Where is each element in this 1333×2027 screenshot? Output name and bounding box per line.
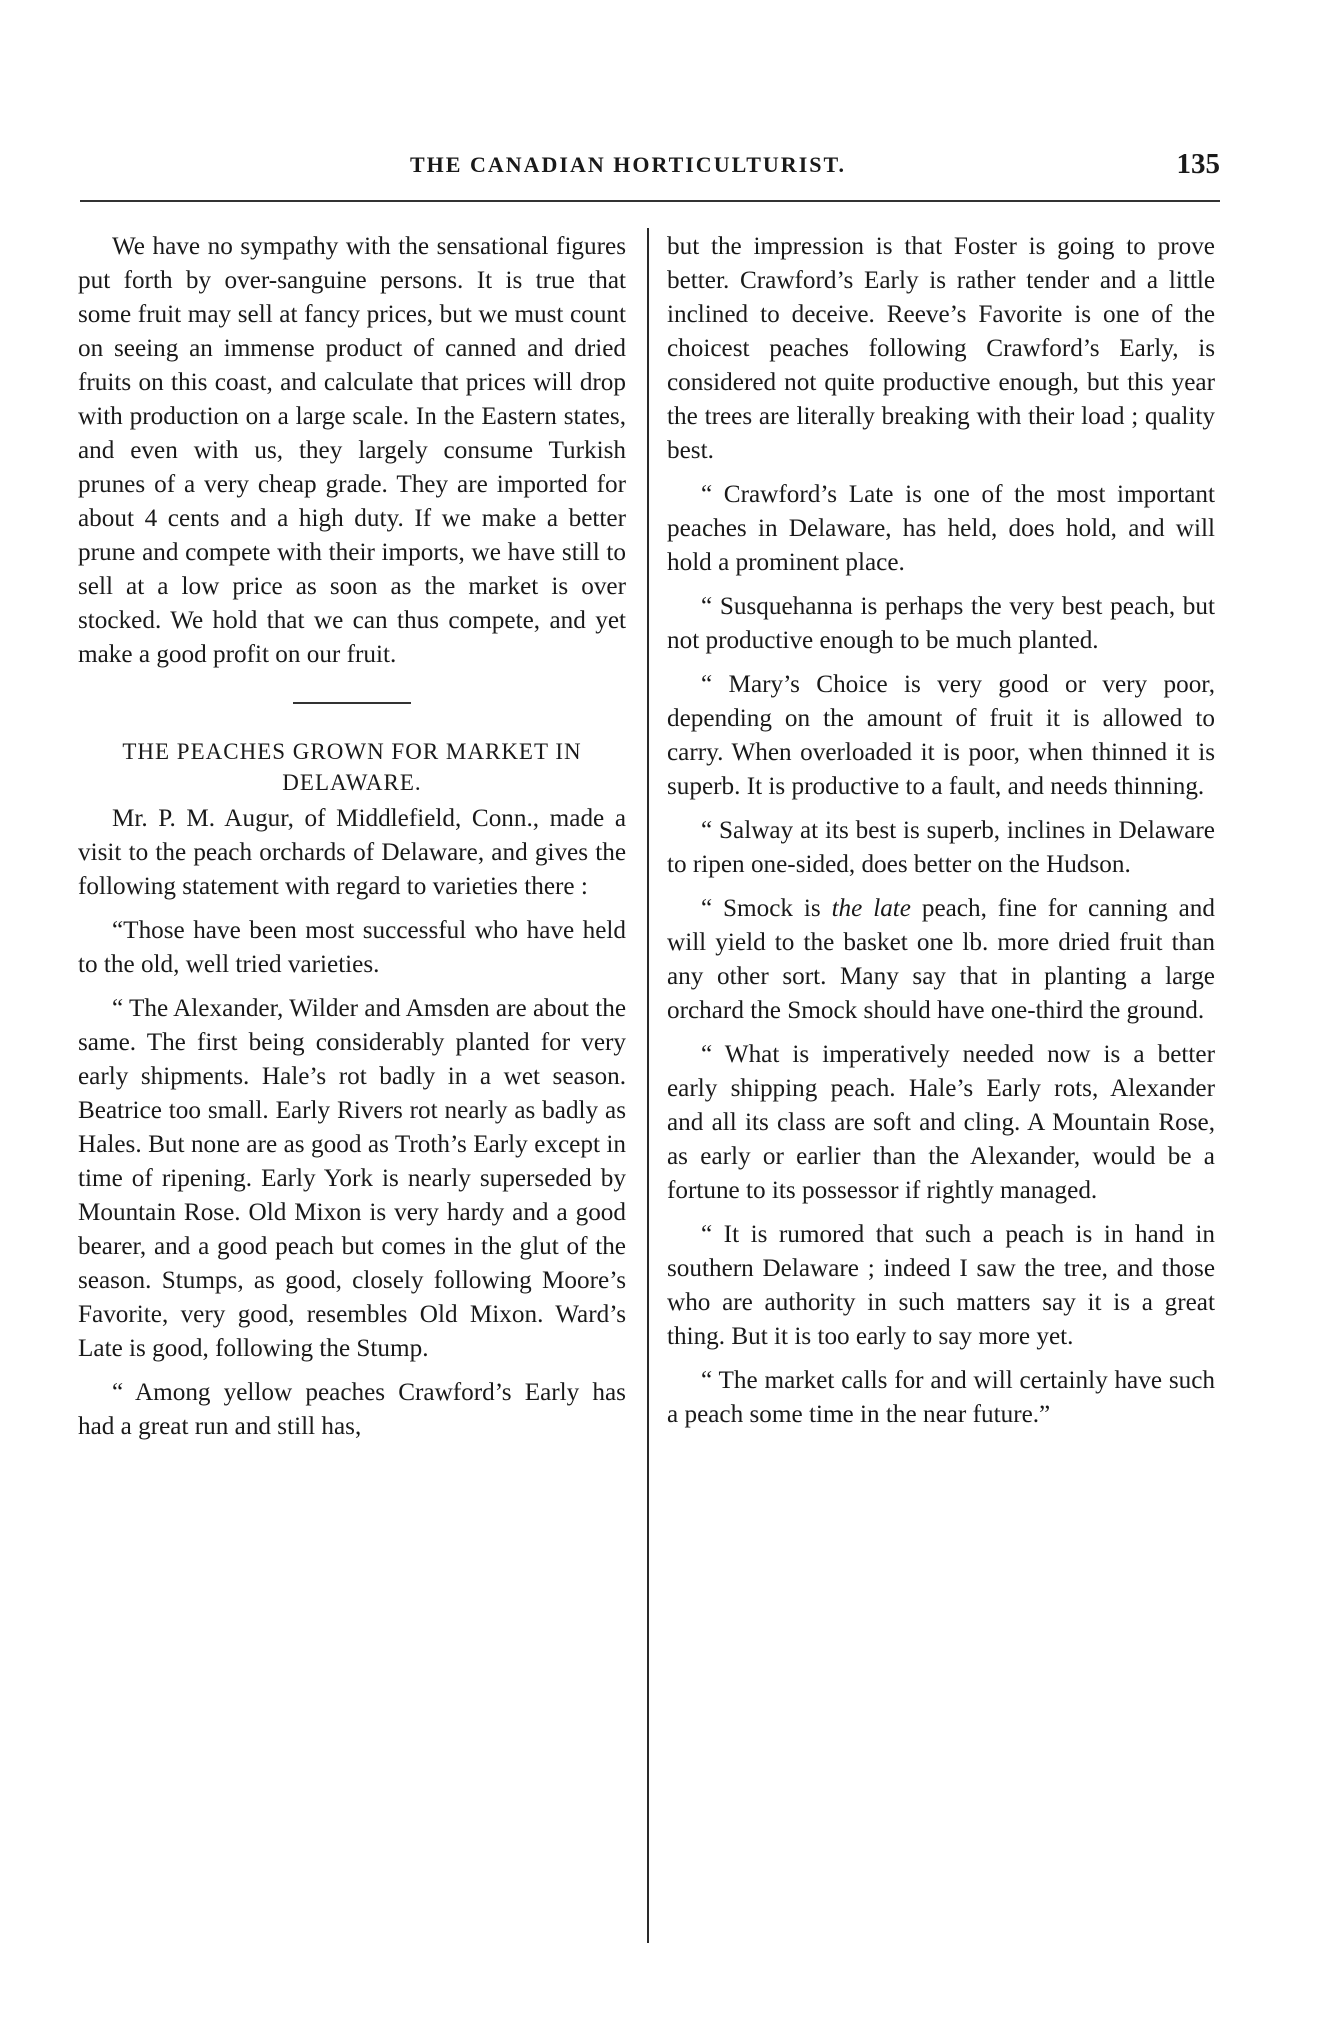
paragraph: “ Susquehanna is perhaps the very best peach, but not productive enough to be much planted. (667, 593, 1215, 654)
paragraph: “ What is imperatively needed now is a better early shipping peach. Hale’s Early rots, Alexander and all its class are soft and cling. A Mountain Rose, as early or earlier than the Alexander, would be a fortune to its possessor if rightly managed. (667, 1041, 1215, 1204)
section-heading: THE PEACHES GROWN FOR MARKET IN DELAWARE. (122, 739, 582, 795)
paragraph: “ The market calls for and will certainly have such a peach some time in the near future.” (667, 1367, 1215, 1428)
paragraph: “ Crawford’s Late is one of the most important peaches in Delaware, has held, does hold, and will hold a prominent place. (667, 481, 1215, 576)
paragraph: “ Salway at its best is superb, inclines in Delaware to ripen one-sided, does better on the Hudson. (667, 817, 1215, 878)
page-number: 135 (1176, 148, 1220, 180)
smock-text-start: “ Smock is (701, 895, 832, 922)
section-divider (293, 702, 411, 704)
smock-text-italic: the late (831, 895, 911, 922)
paragraph: “ It is rumored that such a peach is in hand in southern Delaware ; indeed I saw the tree, and those who are authority in such matters say it is a great thing. But it is too early to say more yet. (667, 1221, 1215, 1350)
running-head (80, 148, 1220, 192)
paragraph: “ Mary’s Choice is very good or very poor, depending on the amount of fruit it is allowed to carry. When overloaded it is poor, when thinned it is superb. It is productive to a fault, and needs thinning. (667, 671, 1215, 800)
running-title: THE CANADIAN HORTICULTURIST. (410, 152, 847, 177)
paragraph: We have no sympathy with the sensational figures put forth by over-sanguine persons. It is true that some fruit may sell at fancy prices, but we must count on seeing an immense product of canned and dried fruits on this coast, and calculate that prices will drop with production on a large scale. In the Eastern states, and even with us, they largely consume Turkish prunes of a very cheap grade. They are imported for about 4 cents and a high duty. If we make a better prune and compete with their imports, we have still to sell at a low price as soon as the market is over stocked. We hold that we can thus compete, and yet make a good profit on our fruit. (78, 233, 626, 668)
paragraph: “Those have been most successful who have held to the old, well tried varieties. (78, 917, 626, 978)
smock-text-end: peach, fine for canning and will yield to the basket one lb. more dried fruit than any other sort. Many say that in planting a large orchard the Smock should have one-third the ground. (667, 895, 1215, 1024)
right-column (667, 230, 1215, 1442)
paragraph: “ Among yellow peaches Crawford’s Early has had a great run and still has, (78, 1379, 626, 1440)
paragraph: Mr. P. M. Augur, of Middlefield, Conn., made a visit to the peach orchards of Delaware, and gives the following statement with regard to varieties there : (78, 805, 626, 900)
paragraph: but the impression is that Foster is going to prove better. Crawford’s Early is rather tender and a little inclined to deceive. Reeve’s Favorite is one of the choicest peaches following Crawford’s Early, is considered not quite productive enough, but this year the trees are literally breaking with their load ; quality best. (667, 233, 1215, 464)
paragraph-smock (667, 892, 1215, 1028)
paragraph: “ The Alexander, Wilder and Amsden are about the same. The first being considerably planted for very early shipments. Hale’s rot badly in a wet season. Beatrice too small. Early Rivers rot nearly as badly as Hales. But none are as good as Troth’s Early except in time of ripening. Early York is nearly superseded by Mountain Rose. Old Mixon is very hardy and a good bearer, and a good peach but comes in the glut of the season. Stumps, as good, closely following Moore’s Favorite, very good, resembles Old Mixon. Ward’s Late is good, following the Stump. (78, 995, 626, 1362)
header-rule (80, 200, 1220, 202)
column-divider (647, 228, 649, 1943)
left-column (78, 230, 626, 1454)
